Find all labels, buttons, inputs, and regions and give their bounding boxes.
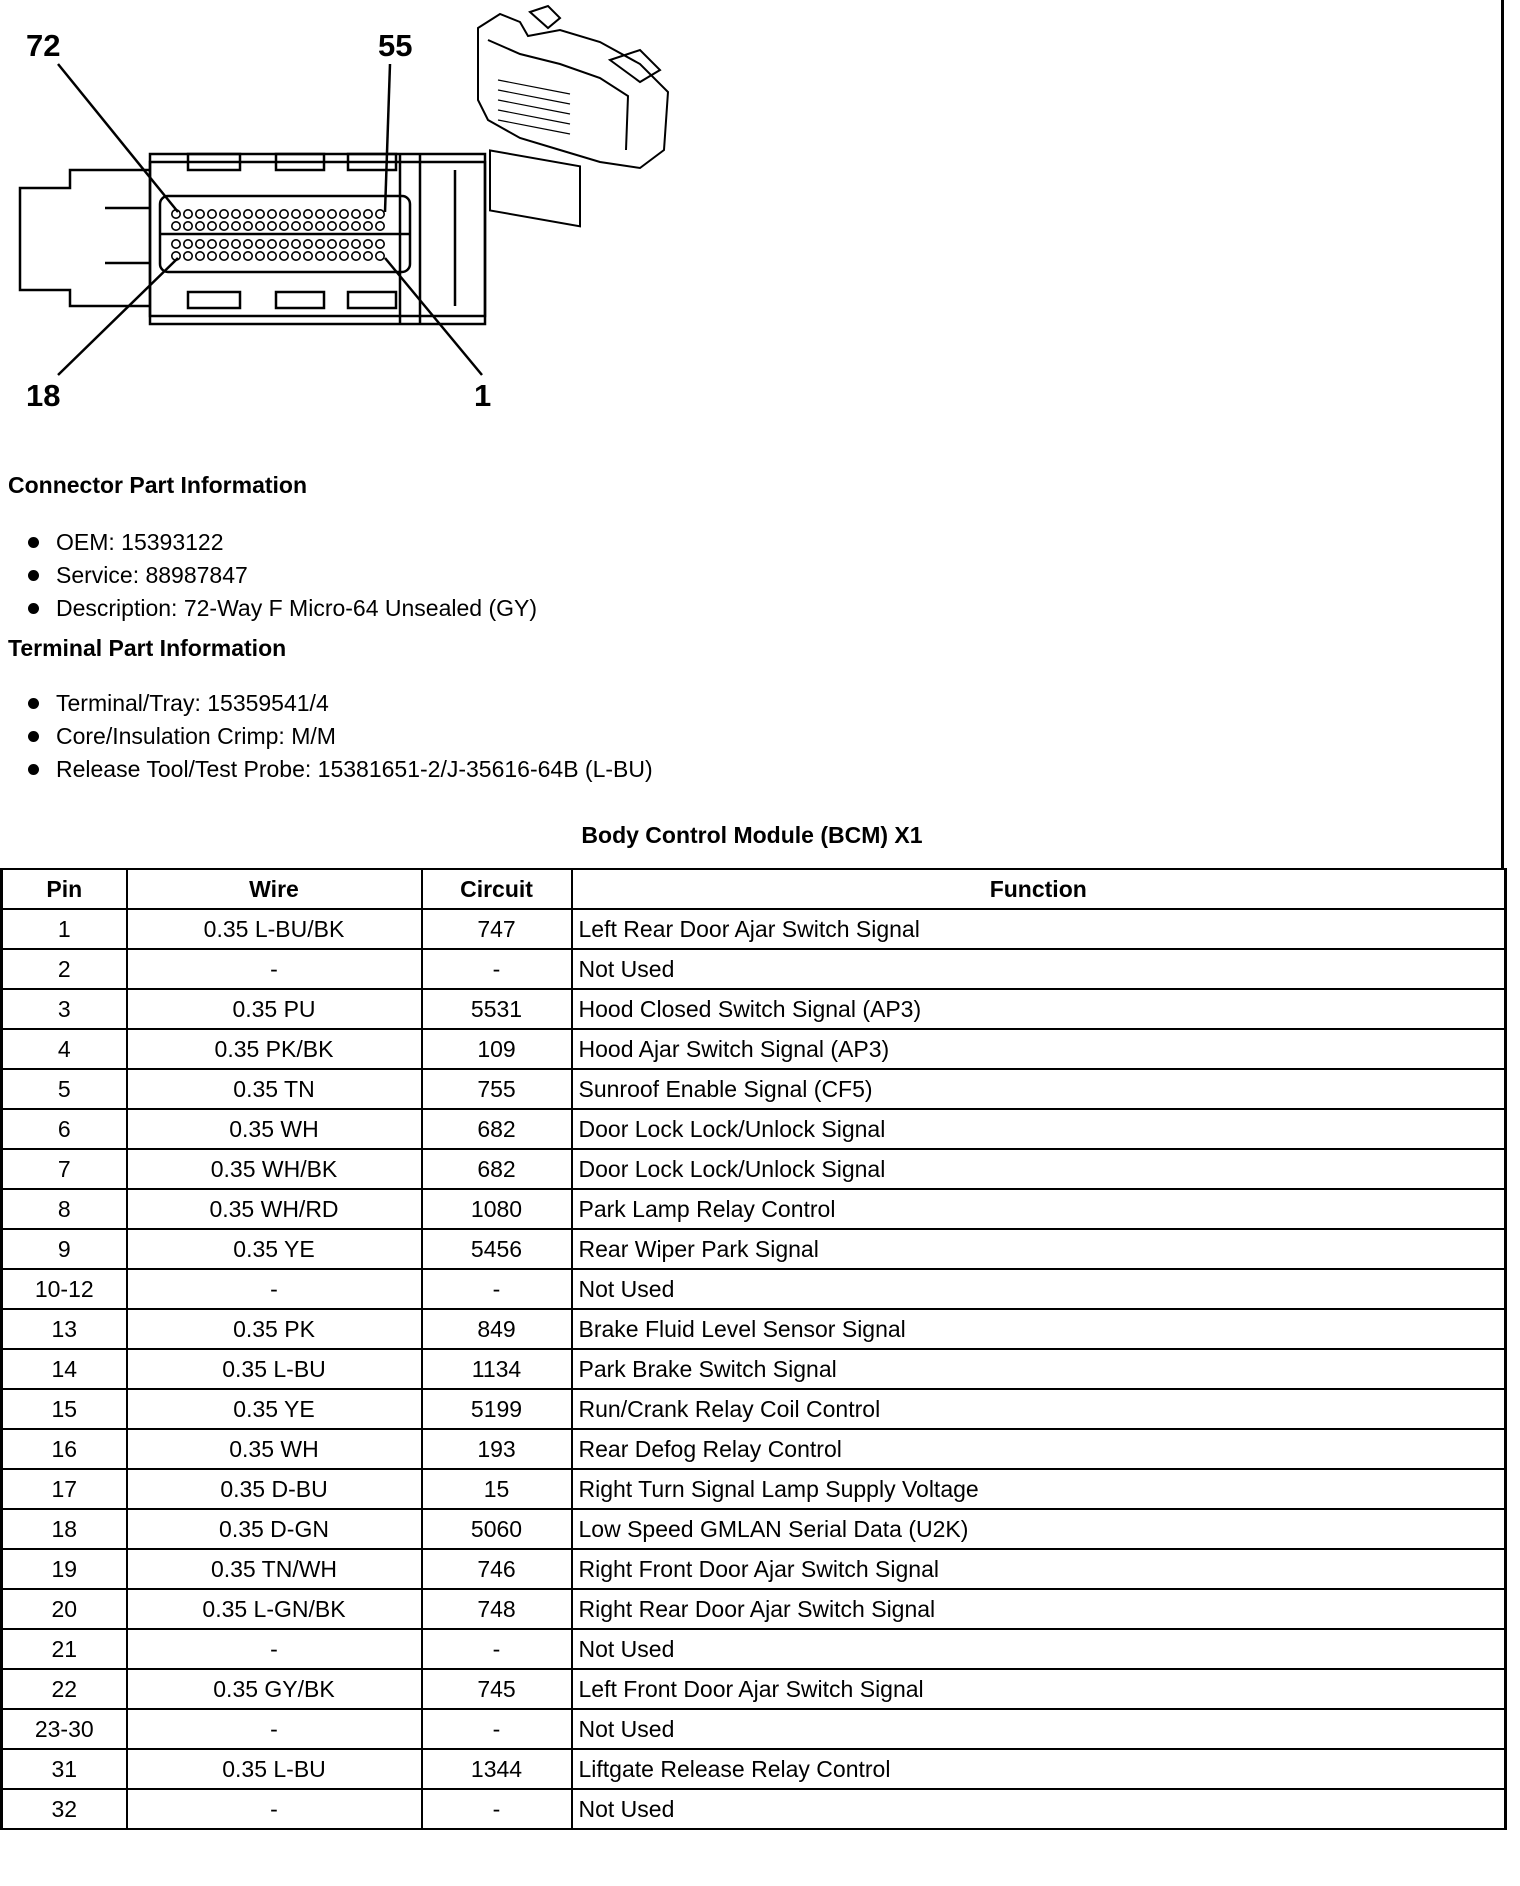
- cell-wire: 0.35 TN: [127, 1069, 422, 1109]
- cell-wire: -: [127, 1709, 422, 1749]
- bullet-icon: [28, 570, 39, 581]
- cell-wire: 0.35 PK/BK: [127, 1029, 422, 1069]
- cell-circuit: 109: [422, 1029, 572, 1069]
- cell-wire: 0.35 L-GN/BK: [127, 1589, 422, 1629]
- pin-table: [0, 868, 1507, 1830]
- bullet-icon: [28, 537, 39, 548]
- cell-circuit: 1134: [422, 1349, 572, 1389]
- cell-wire: 0.35 TN/WH: [127, 1549, 422, 1589]
- cell-wire: -: [127, 1629, 422, 1669]
- cell-pin: 8: [2, 1189, 127, 1229]
- cell-pin: 3: [2, 989, 127, 1029]
- table-row: [2, 1109, 1506, 1149]
- cell-function: Park Brake Switch Signal: [572, 1349, 1506, 1389]
- cell-wire: 0.35 D-GN: [127, 1509, 422, 1549]
- cell-wire: 0.35 WH: [127, 1429, 422, 1469]
- cell-pin: 7: [2, 1149, 127, 1189]
- pin-72-leader: [58, 64, 178, 212]
- cell-pin: 32: [2, 1789, 127, 1829]
- table-row: [2, 1349, 1506, 1389]
- cell-pin: 31: [2, 1749, 127, 1789]
- cell-pin: 13: [2, 1309, 127, 1349]
- cell-wire: 0.35 D-BU: [127, 1469, 422, 1509]
- cell-circuit: 5531: [422, 989, 572, 1029]
- cell-circuit: -: [422, 949, 572, 989]
- cell-function: Hood Ajar Switch Signal (AP3): [572, 1029, 1506, 1069]
- table-row: [2, 1229, 1506, 1269]
- cell-function: Sunroof Enable Signal (CF5): [572, 1069, 1506, 1109]
- cell-pin: 4: [2, 1029, 127, 1069]
- table-row: [2, 1549, 1506, 1589]
- cell-pin: 6: [2, 1109, 127, 1149]
- cell-pin: 20: [2, 1589, 127, 1629]
- cell-function: Not Used: [572, 1629, 1506, 1669]
- cell-wire: -: [127, 1789, 422, 1829]
- cell-function: Not Used: [572, 1709, 1506, 1749]
- bullet-icon: [28, 603, 39, 614]
- cell-function: Left Front Door Ajar Switch Signal: [572, 1669, 1506, 1709]
- connector-part-heading: Connector Part Information: [8, 472, 308, 498]
- cell-pin: 21: [2, 1629, 127, 1669]
- cell-function: Park Lamp Relay Control: [572, 1189, 1506, 1229]
- terminal-part-list: [24, 687, 653, 786]
- cell-circuit: 5456: [422, 1229, 572, 1269]
- connector-3d-thumbnail: [478, 6, 668, 226]
- cell-function: Right Rear Door Ajar Switch Signal: [572, 1589, 1506, 1629]
- pin-label-1: 1: [474, 378, 492, 413]
- cell-circuit: -: [422, 1629, 572, 1669]
- cell-circuit: 5199: [422, 1389, 572, 1429]
- list-item: Terminal/Tray: 15359541/4: [24, 687, 653, 720]
- table-row: [2, 1669, 1506, 1709]
- cell-circuit: 5060: [422, 1509, 572, 1549]
- cell-pin: 5: [2, 1069, 127, 1109]
- cell-wire: 0.35 L-BU: [127, 1749, 422, 1789]
- table-row: [2, 1749, 1506, 1789]
- table-row: [2, 1389, 1506, 1429]
- cell-wire: 0.35 L-BU: [127, 1349, 422, 1389]
- cell-function: Not Used: [572, 949, 1506, 989]
- cell-circuit: 755: [422, 1069, 572, 1109]
- cell-wire: -: [127, 949, 422, 989]
- cell-circuit: 15: [422, 1469, 572, 1509]
- pin-label-18: 18: [26, 378, 61, 413]
- list-item: OEM: 15393122: [24, 526, 537, 559]
- pin-label-72: 72: [26, 28, 61, 63]
- connector-latch-outline: [20, 170, 150, 306]
- cell-pin: 17: [2, 1469, 127, 1509]
- cell-function: Door Lock Lock/Unlock Signal: [572, 1109, 1506, 1149]
- bullet-icon: [28, 764, 39, 775]
- cell-circuit: -: [422, 1709, 572, 1749]
- list-item: Description: 72-Way F Micro-64 Unsealed (GY): [24, 592, 537, 625]
- cell-function: Rear Wiper Park Signal: [572, 1229, 1506, 1269]
- cell-function: Not Used: [572, 1789, 1506, 1829]
- pin-55-leader: [385, 64, 390, 212]
- table-row: [2, 1469, 1506, 1509]
- cell-circuit: 747: [422, 909, 572, 949]
- header-function: Function: [572, 869, 1506, 909]
- cell-function: Rear Defog Relay Control: [572, 1429, 1506, 1469]
- table-row: [2, 909, 1506, 949]
- table-row: [2, 1709, 1506, 1749]
- table-row: [2, 1189, 1506, 1229]
- cell-circuit: 1080: [422, 1189, 572, 1229]
- cell-wire: 0.35 WH/BK: [127, 1149, 422, 1189]
- terminal-part-heading: Terminal Part Information: [8, 635, 287, 661]
- table-row: [2, 1629, 1506, 1669]
- cell-circuit: -: [422, 1789, 572, 1829]
- cell-circuit: -: [422, 1269, 572, 1309]
- bullet-icon: [28, 731, 39, 742]
- cell-circuit: 745: [422, 1669, 572, 1709]
- cell-pin: 14: [2, 1349, 127, 1389]
- table-row: [2, 1589, 1506, 1629]
- table-row: [2, 1149, 1506, 1189]
- cell-function: Not Used: [572, 1269, 1506, 1309]
- table-row: [2, 1509, 1506, 1549]
- header-circuit: Circuit: [422, 869, 572, 909]
- table-row: [2, 1429, 1506, 1469]
- table-row: [2, 1269, 1506, 1309]
- header-pin: Pin: [2, 869, 127, 909]
- cell-wire: -: [127, 1269, 422, 1309]
- pin-label-55: 55: [378, 28, 413, 63]
- table-caption: Body Control Module (BCM) X1: [581, 822, 923, 848]
- cell-pin: 1: [2, 909, 127, 949]
- cell-pin: 2: [2, 949, 127, 989]
- cell-function: Brake Fluid Level Sensor Signal: [572, 1309, 1506, 1349]
- cell-function: Hood Closed Switch Signal (AP3): [572, 989, 1506, 1029]
- cell-function: Liftgate Release Relay Control: [572, 1749, 1506, 1789]
- cell-circuit: 748: [422, 1589, 572, 1629]
- cell-circuit: 849: [422, 1309, 572, 1349]
- cell-pin: 10-12: [2, 1269, 127, 1309]
- cell-pin: 23-30: [2, 1709, 127, 1749]
- cell-wire: 0.35 YE: [127, 1389, 422, 1429]
- cell-wire: 0.35 PK: [127, 1309, 422, 1349]
- cell-circuit: 682: [422, 1109, 572, 1149]
- cell-circuit: 682: [422, 1149, 572, 1189]
- page-frame-border: [1501, 0, 1504, 870]
- cell-wire: 0.35 PU: [127, 989, 422, 1029]
- cell-function: Door Lock Lock/Unlock Signal: [572, 1149, 1506, 1189]
- table-row: [2, 1029, 1506, 1069]
- cell-wire: 0.35 GY/BK: [127, 1669, 422, 1709]
- header-wire: Wire: [127, 869, 422, 909]
- cell-wire: 0.35 L-BU/BK: [127, 909, 422, 949]
- bullet-icon: [28, 698, 39, 709]
- connector-diagram: [0, 0, 700, 430]
- cell-function: Right Front Door Ajar Switch Signal: [572, 1549, 1506, 1589]
- table-row: [2, 989, 1506, 1029]
- cell-function: Right Turn Signal Lamp Supply Voltage: [572, 1469, 1506, 1509]
- cell-circuit: 193: [422, 1429, 572, 1469]
- table-row: [2, 949, 1506, 989]
- cell-wire: 0.35 WH/RD: [127, 1189, 422, 1229]
- cell-circuit: 746: [422, 1549, 572, 1589]
- cell-pin: 16: [2, 1429, 127, 1469]
- cell-function: Run/Crank Relay Coil Control: [572, 1389, 1506, 1429]
- table-row: [2, 1789, 1506, 1829]
- table-header-row: [2, 869, 1506, 909]
- list-item: Release Tool/Test Probe: 15381651-2/J-35616-64B (L-BU): [24, 753, 653, 786]
- table-row: [2, 1309, 1506, 1349]
- cell-circuit: 1344: [422, 1749, 572, 1789]
- list-item: Service: 88987847: [24, 559, 537, 592]
- connector-part-list: [24, 526, 537, 625]
- cell-pin: 15: [2, 1389, 127, 1429]
- cell-wire: 0.35 WH: [127, 1109, 422, 1149]
- connector-housing: [150, 154, 485, 324]
- cell-pin: 18: [2, 1509, 127, 1549]
- cell-pin: 9: [2, 1229, 127, 1269]
- cell-wire: 0.35 YE: [127, 1229, 422, 1269]
- table-row: [2, 1069, 1506, 1109]
- cell-pin: 19: [2, 1549, 127, 1589]
- cell-pin: 22: [2, 1669, 127, 1709]
- cell-function: Low Speed GMLAN Serial Data (U2K): [572, 1509, 1506, 1549]
- list-item: Core/Insulation Crimp: M/M: [24, 720, 653, 753]
- cell-function: Left Rear Door Ajar Switch Signal: [572, 909, 1506, 949]
